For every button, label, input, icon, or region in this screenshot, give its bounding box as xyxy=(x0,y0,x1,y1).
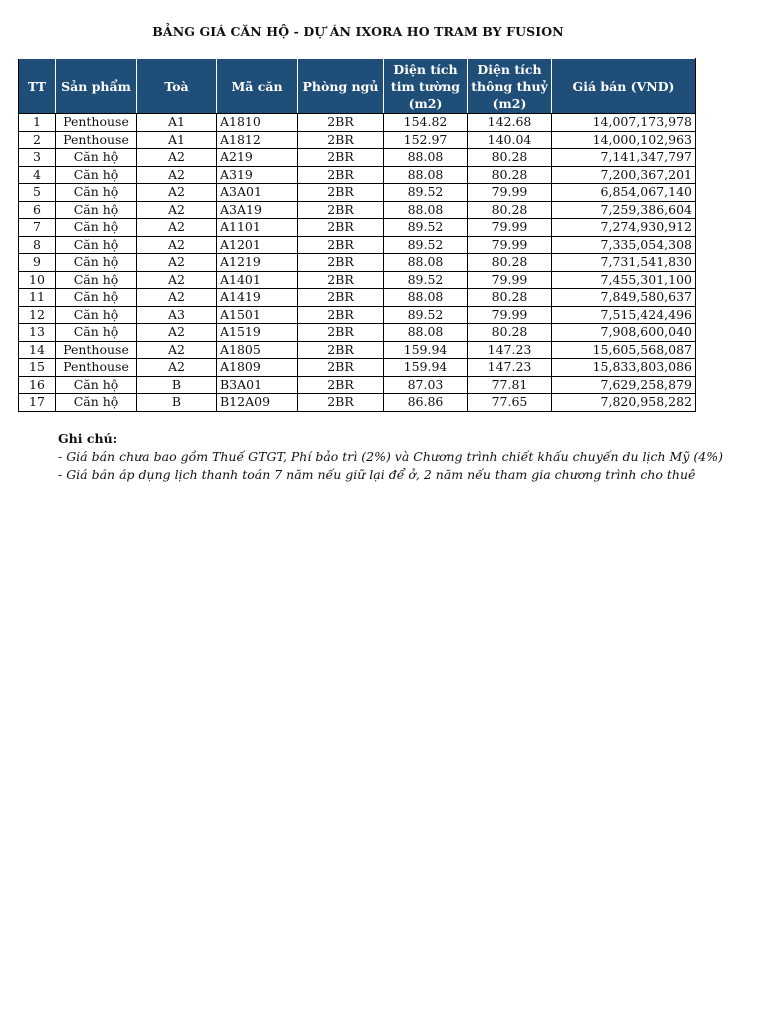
cell-building: A2 xyxy=(137,149,217,167)
header-building: Toà xyxy=(137,59,217,114)
cell-unit-code: A3A01 xyxy=(217,184,298,202)
cell-building: B xyxy=(137,394,217,412)
header-unit-code: Mã căn xyxy=(217,59,298,114)
cell-unit-code: A1401 xyxy=(217,271,298,289)
table-row xyxy=(19,149,696,167)
cell-price: 7,200,367,201 xyxy=(552,166,696,184)
cell-price: 14,000,102,963 xyxy=(552,131,696,149)
table-row xyxy=(19,306,696,324)
table-row xyxy=(19,359,696,377)
page-title: BẢNG GIÁ CĂN HỘ - DỰ ÁN IXORA HO TRAM BY FUSION xyxy=(152,24,564,39)
header-product: Sản phẩm xyxy=(56,59,137,114)
cell-tt: 3 xyxy=(19,149,56,167)
note-line: - Giá bán chưa bao gồm Thuế GTGT, Phí bảo trì (2%) và Chương trình chiết khấu chuyến du lịch Mỹ (4%) xyxy=(58,449,723,464)
cell-product: Căn hộ xyxy=(56,254,137,272)
cell-price: 7,259,386,604 xyxy=(552,201,696,219)
cell-net-area: 79.99 xyxy=(468,219,552,237)
cell-tt: 16 xyxy=(19,376,56,394)
cell-bedrooms: 2BR xyxy=(298,236,384,254)
cell-unit-code: B3A01 xyxy=(217,376,298,394)
price-table xyxy=(18,58,696,412)
header-net-area: Diện tích thông thuỷ (m2) xyxy=(468,59,552,114)
cell-unit-code: A1219 xyxy=(217,254,298,272)
cell-product: Căn hộ xyxy=(56,289,137,307)
cell-unit-code: A1201 xyxy=(217,236,298,254)
cell-bedrooms: 2BR xyxy=(298,341,384,359)
cell-gross-area: 88.08 xyxy=(384,254,468,272)
header-bedrooms: Phòng ngủ xyxy=(298,59,384,114)
cell-price: 14,007,173,978 xyxy=(552,114,696,132)
cell-building: A2 xyxy=(137,166,217,184)
cell-gross-area: 89.52 xyxy=(384,219,468,237)
cell-price: 7,849,580,637 xyxy=(552,289,696,307)
cell-gross-area: 88.08 xyxy=(384,149,468,167)
cell-bedrooms: 2BR xyxy=(298,359,384,377)
cell-building: A2 xyxy=(137,359,217,377)
cell-bedrooms: 2BR xyxy=(298,219,384,237)
cell-bedrooms: 2BR xyxy=(298,271,384,289)
cell-building: A1 xyxy=(137,114,217,132)
cell-unit-code: B12A09 xyxy=(217,394,298,412)
cell-gross-area: 88.08 xyxy=(384,201,468,219)
cell-gross-area: 88.08 xyxy=(384,324,468,342)
cell-tt: 10 xyxy=(19,271,56,289)
cell-net-area: 147.23 xyxy=(468,341,552,359)
cell-price: 7,335,054,308 xyxy=(552,236,696,254)
cell-building: A2 xyxy=(137,254,217,272)
notes-section xyxy=(58,430,723,484)
table-header xyxy=(19,59,696,114)
cell-tt: 5 xyxy=(19,184,56,202)
table-row xyxy=(19,324,696,342)
cell-bedrooms: 2BR xyxy=(298,394,384,412)
cell-net-area: 80.28 xyxy=(468,324,552,342)
cell-bedrooms: 2BR xyxy=(298,324,384,342)
cell-gross-area: 86.86 xyxy=(384,394,468,412)
header-tt: TT xyxy=(19,59,56,114)
cell-price: 7,515,424,496 xyxy=(552,306,696,324)
cell-unit-code: A1809 xyxy=(217,359,298,377)
cell-gross-area: 159.94 xyxy=(384,341,468,359)
cell-unit-code: A219 xyxy=(217,149,298,167)
cell-building: A2 xyxy=(137,289,217,307)
cell-net-area: 80.28 xyxy=(468,254,552,272)
cell-product: Penthouse xyxy=(56,131,137,149)
cell-unit-code: A1101 xyxy=(217,219,298,237)
cell-product: Căn hộ xyxy=(56,201,137,219)
cell-bedrooms: 2BR xyxy=(298,166,384,184)
cell-building: A2 xyxy=(137,271,217,289)
cell-gross-area: 89.52 xyxy=(384,236,468,254)
cell-price: 15,605,568,087 xyxy=(552,341,696,359)
cell-price: 7,274,930,912 xyxy=(552,219,696,237)
cell-tt: 15 xyxy=(19,359,56,377)
cell-price: 7,908,600,040 xyxy=(552,324,696,342)
table-row xyxy=(19,394,696,412)
table-row xyxy=(19,376,696,394)
cell-unit-code: A1810 xyxy=(217,114,298,132)
cell-product: Căn hộ xyxy=(56,324,137,342)
cell-net-area: 79.99 xyxy=(468,184,552,202)
cell-gross-area: 159.94 xyxy=(384,359,468,377)
cell-price: 7,820,958,282 xyxy=(552,394,696,412)
cell-unit-code: A1519 xyxy=(217,324,298,342)
cell-bedrooms: 2BR xyxy=(298,184,384,202)
cell-tt: 1 xyxy=(19,114,56,132)
cell-tt: 14 xyxy=(19,341,56,359)
cell-bedrooms: 2BR xyxy=(298,289,384,307)
cell-bedrooms: 2BR xyxy=(298,114,384,132)
table-row xyxy=(19,131,696,149)
table-body xyxy=(19,114,696,412)
cell-gross-area: 152.97 xyxy=(384,131,468,149)
cell-net-area: 142.68 xyxy=(468,114,552,132)
cell-gross-area: 89.52 xyxy=(384,306,468,324)
cell-bedrooms: 2BR xyxy=(298,376,384,394)
header-price: Giá bán (VND) xyxy=(552,59,696,114)
cell-gross-area: 89.52 xyxy=(384,184,468,202)
table-row xyxy=(19,271,696,289)
cell-net-area: 80.28 xyxy=(468,166,552,184)
cell-building: A2 xyxy=(137,184,217,202)
cell-tt: 6 xyxy=(19,201,56,219)
cell-unit-code: A319 xyxy=(217,166,298,184)
cell-product: Căn hộ xyxy=(56,306,137,324)
cell-net-area: 140.04 xyxy=(468,131,552,149)
cell-bedrooms: 2BR xyxy=(298,149,384,167)
cell-net-area: 77.65 xyxy=(468,394,552,412)
cell-unit-code: A3A19 xyxy=(217,201,298,219)
cell-net-area: 77.81 xyxy=(468,376,552,394)
cell-price: 6,854,067,140 xyxy=(552,184,696,202)
cell-product: Căn hộ xyxy=(56,271,137,289)
cell-building: A2 xyxy=(137,219,217,237)
cell-price: 15,833,803,086 xyxy=(552,359,696,377)
cell-price: 7,141,347,797 xyxy=(552,149,696,167)
cell-product: Penthouse xyxy=(56,341,137,359)
cell-tt: 9 xyxy=(19,254,56,272)
cell-unit-code: A1419 xyxy=(217,289,298,307)
cell-net-area: 80.28 xyxy=(468,289,552,307)
cell-net-area: 80.28 xyxy=(468,201,552,219)
cell-bedrooms: 2BR xyxy=(298,306,384,324)
cell-building: A2 xyxy=(137,341,217,359)
cell-product: Căn hộ xyxy=(56,236,137,254)
cell-net-area: 79.99 xyxy=(468,236,552,254)
cell-tt: 17 xyxy=(19,394,56,412)
cell-tt: 4 xyxy=(19,166,56,184)
table-row xyxy=(19,166,696,184)
table-row xyxy=(19,219,696,237)
table-row xyxy=(19,341,696,359)
cell-tt: 11 xyxy=(19,289,56,307)
cell-net-area: 80.28 xyxy=(468,149,552,167)
cell-gross-area: 89.52 xyxy=(384,271,468,289)
cell-net-area: 147.23 xyxy=(468,359,552,377)
table-row xyxy=(19,201,696,219)
table-row xyxy=(19,254,696,272)
cell-tt: 12 xyxy=(19,306,56,324)
table-row xyxy=(19,289,696,307)
cell-tt: 8 xyxy=(19,236,56,254)
cell-tt: 13 xyxy=(19,324,56,342)
cell-product: Căn hộ xyxy=(56,149,137,167)
cell-net-area: 79.99 xyxy=(468,271,552,289)
table-row xyxy=(19,236,696,254)
table-row xyxy=(19,184,696,202)
cell-gross-area: 87.03 xyxy=(384,376,468,394)
table-row xyxy=(19,114,696,132)
cell-building: A3 xyxy=(137,306,217,324)
header-gross-area: Diện tích tim tường (m2) xyxy=(384,59,468,114)
cell-building: A2 xyxy=(137,324,217,342)
cell-gross-area: 88.08 xyxy=(384,289,468,307)
cell-tt: 7 xyxy=(19,219,56,237)
cell-bedrooms: 2BR xyxy=(298,201,384,219)
cell-unit-code: A1812 xyxy=(217,131,298,149)
cell-product: Căn hộ xyxy=(56,376,137,394)
cell-product: Căn hộ xyxy=(56,166,137,184)
cell-price: 7,629,258,879 xyxy=(552,376,696,394)
cell-product: Căn hộ xyxy=(56,394,137,412)
cell-building: B xyxy=(137,376,217,394)
cell-net-area: 79.99 xyxy=(468,306,552,324)
cell-bedrooms: 2BR xyxy=(298,254,384,272)
cell-product: Penthouse xyxy=(56,114,137,132)
cell-product: Căn hộ xyxy=(56,184,137,202)
cell-product: Penthouse xyxy=(56,359,137,377)
cell-tt: 2 xyxy=(19,131,56,149)
header-row xyxy=(19,59,696,114)
cell-unit-code: A1805 xyxy=(217,341,298,359)
cell-bedrooms: 2BR xyxy=(298,131,384,149)
cell-gross-area: 88.08 xyxy=(384,166,468,184)
note-line: - Giá bán áp dụng lịch thanh toán 7 năm nếu giữ lại để ở, 2 năm nếu tham gia chương trình cho thuê xyxy=(58,467,696,482)
notes-heading: Ghi chú: xyxy=(58,431,118,446)
cell-price: 7,455,301,100 xyxy=(552,271,696,289)
cell-building: A2 xyxy=(137,201,217,219)
cell-gross-area: 154.82 xyxy=(384,114,468,132)
cell-price: 7,731,541,830 xyxy=(552,254,696,272)
cell-building: A1 xyxy=(137,131,217,149)
cell-unit-code: A1501 xyxy=(217,306,298,324)
cell-building: A2 xyxy=(137,236,217,254)
cell-product: Căn hộ xyxy=(56,219,137,237)
